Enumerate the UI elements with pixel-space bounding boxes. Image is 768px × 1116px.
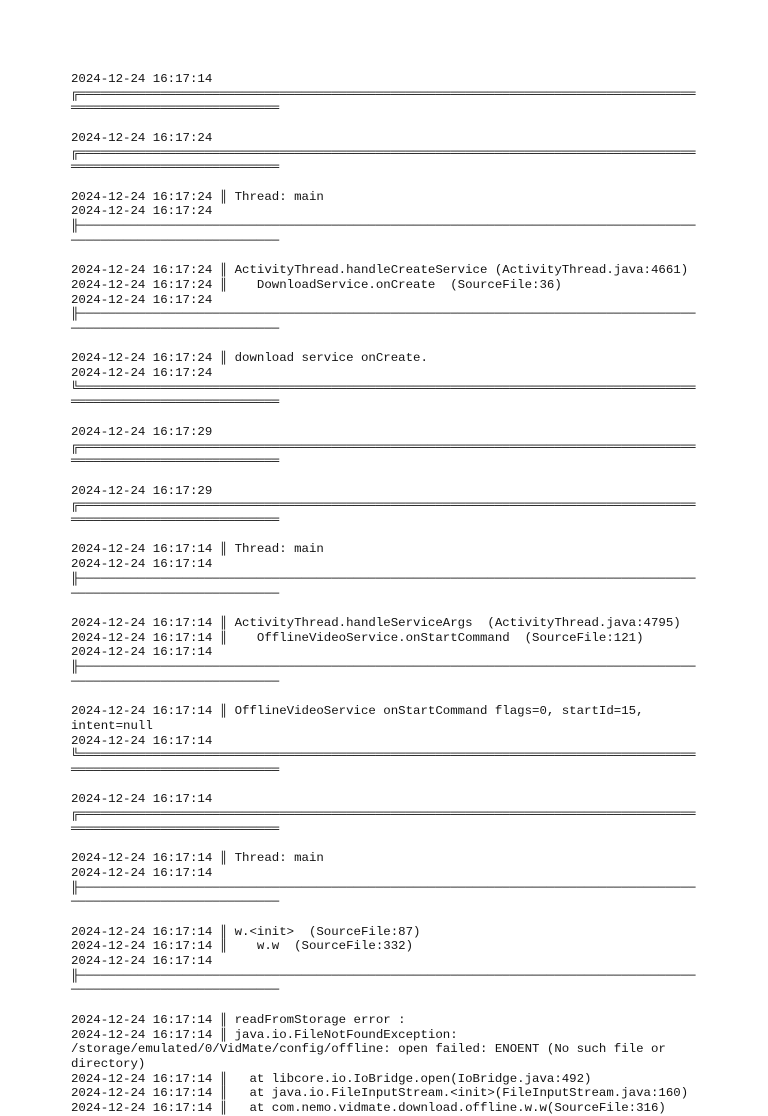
log-line: 2024-12-24 16:17:14 ╟─────────────────────────────────────────────────────────────────────────────────────────────────────────────── [71, 865, 696, 910]
log-line: 2024-12-24 16:17:14 ║ java.io.FileNotFoundException: /storage/emulated/0/VidMate/config/offline: open failed: ENOENT (No such file or directory) [71, 1027, 674, 1071]
log-blank-line [71, 601, 701, 616]
log-line: 2024-12-24 16:17:14 ║ w.<init> (SourceFile:87) [71, 924, 421, 939]
log-line: 2024-12-24 16:17:29 ╔═══════════════════════════════════════════════════════════════════════════════════════════════════════════════ [71, 424, 696, 469]
log-blank-line [71, 836, 701, 851]
log-blank-line [71, 689, 701, 704]
log-line: 2024-12-24 16:17:24 ║ ActivityThread.handleCreateService (ActivityThread.java:4661) [71, 263, 689, 278]
log-blank-line [71, 998, 701, 1013]
log-line: 2024-12-24 16:17:14 ║ Thread: main [71, 542, 324, 557]
log-line: 2024-12-24 16:17:14 ╟─────────────────────────────────────────────────────────────────────────────────────────────────────────────── [71, 557, 696, 601]
log-blank-line [71, 528, 701, 543]
log-line: 2024-12-24 16:17:24 ║ DownloadService.onCreate (SourceFile:36) [71, 277, 562, 292]
log-line: 2024-12-24 16:17:14 ║ ActivityThread.handleServiceArgs (ActivityThread.java:4795) [71, 615, 681, 630]
log-line: 2024-12-24 16:17:14 ╔═══════════════════════════════════════════════════════════════════════════════════════════════════════════════ [71, 792, 696, 836]
log-line: 2024-12-24 16:17:14 ║ OfflineVideoService onStartCommand flags=0, startId=15, intent=null [71, 704, 651, 733]
log-line: 2024-12-24 16:17:14 ╚═══════════════════════════════════════════════════════════════════════════════════════════════════════════════ [71, 733, 696, 777]
log-line: 2024-12-24 16:17:14 ╔═══════════════════════════════════════════════════════════════════════════════════════════════════════════════ [71, 72, 696, 116]
log-blank-line [71, 778, 701, 793]
log-line: 2024-12-24 16:17:14 ║ readFromStorage error : [71, 1012, 406, 1027]
log-line: 2024-12-24 16:17:14 ║ at com.nemo.vidmate.download.offline.w.w(SourceFile:316) [71, 1101, 666, 1116]
log-blank-line [71, 248, 701, 263]
log-line: 2024-12-24 16:17:24 ║ Thread: main [71, 189, 324, 204]
log-line: 2024-12-24 16:17:14 ╟─────────────────────────────────────────────────────────────────────────────────────────────────────────────── [71, 645, 696, 689]
log-line: 2024-12-24 16:17:24 ╟─────────────────────────────────────────────────────────────────────────────────────────────────────────────── [71, 292, 696, 336]
log-line: 2024-12-24 16:17:29 ╔═══════════════════════════════════════════════════════════════════════════════════════════════════════════════ [71, 483, 696, 527]
log-line: 2024-12-24 16:17:14 ║ OfflineVideoService.onStartCommand (SourceFile:121) [71, 630, 644, 645]
log-line: 2024-12-24 16:17:14 ║ Thread: main [71, 851, 324, 866]
log-blank-line [71, 116, 701, 131]
log-document [71, 72, 701, 1116]
log-blank-line [71, 410, 701, 425]
log-line: 2024-12-24 16:17:14 ║ at libcore.io.IoBridge.open(IoBridge.java:492) [71, 1071, 592, 1086]
log-line: 2024-12-24 16:17:24 ╔═══════════════════════════════════════════════════════════════════════════════════════════════════════════════ [71, 130, 696, 175]
log-blank-line [71, 337, 701, 352]
log-line: 2024-12-24 16:17:24 ║ download service onCreate. [71, 351, 428, 366]
log-blank-line [71, 469, 701, 484]
log-line: 2024-12-24 16:17:14 ║ at java.io.FileInputStream.<init>(FileInputStream.java:160) [71, 1086, 689, 1101]
log-line: 2024-12-24 16:17:24 ╚═══════════════════════════════════════════════════════════════════════════════════════════════════════════════ [71, 366, 696, 410]
log-line: 2024-12-24 16:17:24 ╟─────────────────────────────────────────────────────────────────────────────────────────────────────────────── [71, 204, 696, 248]
log-line: 2024-12-24 16:17:14 ╟─────────────────────────────────────────────────────────────────────────────────────────────────────────────── [71, 954, 696, 998]
log-blank-line [71, 175, 701, 190]
log-line: 2024-12-24 16:17:14 ║ w.w (SourceFile:332) [71, 939, 414, 954]
log-blank-line [71, 910, 701, 925]
